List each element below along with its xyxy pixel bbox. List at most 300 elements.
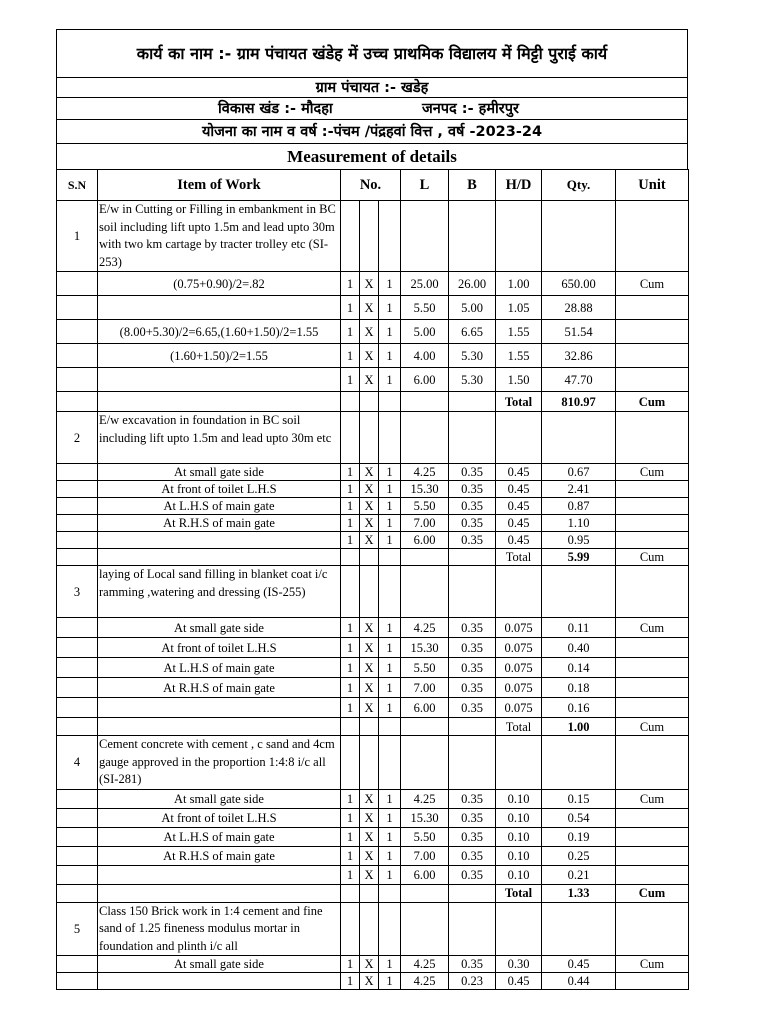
empty-cell bbox=[57, 368, 98, 392]
vikas-khand: विकास खंड :- मौदहा bbox=[218, 101, 333, 117]
count-value: 1 bbox=[379, 865, 401, 884]
item-description-row bbox=[57, 201, 689, 272]
empty-cell bbox=[496, 566, 542, 618]
total-unit: Cum bbox=[616, 392, 689, 412]
work-name-title: कार्य का नाम :- ग्राम पंचायत खंडेह में उच्च प्राथमिक विद्यालय में मिट्टी पुराई कार्य bbox=[56, 29, 688, 77]
empty-cell bbox=[57, 973, 98, 990]
measurement-row bbox=[57, 532, 689, 549]
unit-value: Cum bbox=[616, 618, 689, 638]
empty-cell bbox=[57, 532, 98, 549]
empty-cell bbox=[98, 549, 341, 566]
height-value: 0.10 bbox=[496, 808, 542, 827]
empty-cell bbox=[401, 392, 449, 412]
unit-value: Cum bbox=[616, 272, 689, 296]
empty-cell bbox=[616, 201, 689, 272]
height-value: 0.45 bbox=[496, 532, 542, 549]
empty-cell bbox=[542, 736, 616, 790]
count-value: 1 bbox=[379, 368, 401, 392]
empty-cell bbox=[57, 956, 98, 973]
empty-cell bbox=[379, 412, 401, 464]
measurement-label bbox=[98, 698, 341, 718]
quantity-value: 0.67 bbox=[542, 464, 616, 481]
measurement-row bbox=[57, 498, 689, 515]
length-value: 25.00 bbox=[401, 272, 449, 296]
unit-value bbox=[616, 344, 689, 368]
quantity-value: 0.44 bbox=[542, 973, 616, 990]
height-value: 1.55 bbox=[496, 344, 542, 368]
length-value: 4.00 bbox=[401, 344, 449, 368]
length-value: 4.25 bbox=[401, 789, 449, 808]
measurement-label bbox=[98, 973, 341, 990]
count-value: 1 bbox=[341, 344, 360, 368]
total-label: Total bbox=[496, 549, 542, 566]
empty-cell bbox=[401, 566, 449, 618]
measurement-row bbox=[57, 481, 689, 498]
height-value: 0.10 bbox=[496, 865, 542, 884]
count-value: 1 bbox=[379, 320, 401, 344]
empty-cell bbox=[341, 884, 360, 902]
column-header-row bbox=[57, 170, 689, 201]
empty-cell bbox=[401, 884, 449, 902]
unit-value bbox=[616, 498, 689, 515]
quantity-value: 0.18 bbox=[542, 678, 616, 698]
empty-cell bbox=[360, 392, 379, 412]
measurement-label: At L.H.S of main gate bbox=[98, 827, 341, 846]
unit-value bbox=[616, 532, 689, 549]
col-b: B bbox=[449, 170, 496, 201]
count-value: 1 bbox=[341, 827, 360, 846]
height-value: 0.075 bbox=[496, 658, 542, 678]
total-label: Total bbox=[496, 718, 542, 736]
empty-cell bbox=[341, 392, 360, 412]
length-value: 5.50 bbox=[401, 296, 449, 320]
breadth-value: 0.35 bbox=[449, 464, 496, 481]
multiply-sign: X bbox=[360, 956, 379, 973]
empty-cell bbox=[379, 392, 401, 412]
count-value: 1 bbox=[379, 846, 401, 865]
breadth-value: 0.35 bbox=[449, 846, 496, 865]
unit-value bbox=[616, 638, 689, 658]
unit-value: Cum bbox=[616, 956, 689, 973]
multiply-sign: X bbox=[360, 658, 379, 678]
height-value: 0.45 bbox=[496, 464, 542, 481]
empty-cell bbox=[360, 718, 379, 736]
breadth-value: 0.35 bbox=[449, 865, 496, 884]
breadth-value: 0.35 bbox=[449, 827, 496, 846]
measurement-label bbox=[98, 865, 341, 884]
quantity-value: 0.21 bbox=[542, 865, 616, 884]
measurement-label bbox=[98, 296, 341, 320]
quantity-value: 0.40 bbox=[542, 638, 616, 658]
measurement-label: At L.H.S of main gate bbox=[98, 498, 341, 515]
empty-cell bbox=[401, 412, 449, 464]
empty-cell bbox=[341, 412, 360, 464]
breadth-value: 0.35 bbox=[449, 678, 496, 698]
breadth-value: 0.35 bbox=[449, 481, 496, 498]
height-value: 0.075 bbox=[496, 678, 542, 698]
empty-cell bbox=[449, 736, 496, 790]
empty-cell bbox=[57, 549, 98, 566]
count-value: 1 bbox=[379, 498, 401, 515]
multiply-sign: X bbox=[360, 789, 379, 808]
empty-cell bbox=[401, 549, 449, 566]
measurement-label: At small gate side bbox=[98, 618, 341, 638]
empty-cell bbox=[496, 412, 542, 464]
empty-cell bbox=[341, 566, 360, 618]
measurement-row bbox=[57, 296, 689, 320]
measurement-label: At front of toilet L.H.S bbox=[98, 481, 341, 498]
count-value: 1 bbox=[341, 464, 360, 481]
empty-cell bbox=[360, 412, 379, 464]
length-value: 5.50 bbox=[401, 827, 449, 846]
item-description-row bbox=[57, 412, 689, 464]
empty-cell bbox=[57, 808, 98, 827]
empty-cell bbox=[57, 718, 98, 736]
measurement-label: At small gate side bbox=[98, 956, 341, 973]
measurement-label: (0.75+0.90)/2=.82 bbox=[98, 272, 341, 296]
count-value: 1 bbox=[341, 865, 360, 884]
multiply-sign: X bbox=[360, 515, 379, 532]
unit-value bbox=[616, 515, 689, 532]
empty-cell bbox=[57, 344, 98, 368]
serial-number: 2 bbox=[57, 412, 98, 464]
empty-cell bbox=[360, 884, 379, 902]
unit-value bbox=[616, 973, 689, 990]
measurement-row bbox=[57, 827, 689, 846]
col-no: No. bbox=[341, 170, 401, 201]
multiply-sign: X bbox=[360, 498, 379, 515]
empty-cell bbox=[57, 498, 98, 515]
unit-value bbox=[616, 658, 689, 678]
length-value: 5.00 bbox=[401, 320, 449, 344]
measurement-label: At front of toilet L.H.S bbox=[98, 808, 341, 827]
empty-cell bbox=[379, 736, 401, 790]
multiply-sign: X bbox=[360, 638, 379, 658]
empty-cell bbox=[496, 736, 542, 790]
measurement-label: At front of toilet L.H.S bbox=[98, 638, 341, 658]
breadth-value: 5.00 bbox=[449, 296, 496, 320]
empty-cell bbox=[449, 566, 496, 618]
measurement-label bbox=[98, 368, 341, 392]
quantity-value: 1.10 bbox=[542, 515, 616, 532]
empty-cell bbox=[449, 412, 496, 464]
measurement-label: (8.00+5.30)/2=6.65,(1.60+1.50)/2=1.55 bbox=[98, 320, 341, 344]
count-value: 1 bbox=[379, 698, 401, 718]
multiply-sign: X bbox=[360, 344, 379, 368]
total-quantity: 1.00 bbox=[542, 718, 616, 736]
measurement-sheet bbox=[56, 29, 688, 990]
unit-value bbox=[616, 678, 689, 698]
length-value: 7.00 bbox=[401, 515, 449, 532]
empty-cell bbox=[57, 678, 98, 698]
height-value: 0.45 bbox=[496, 498, 542, 515]
empty-cell bbox=[616, 736, 689, 790]
empty-cell bbox=[57, 392, 98, 412]
quantity-value: 0.15 bbox=[542, 789, 616, 808]
measurement-row bbox=[57, 638, 689, 658]
measurement-row bbox=[57, 618, 689, 638]
measurement-label: (1.60+1.50)/2=1.55 bbox=[98, 344, 341, 368]
unit-value bbox=[616, 296, 689, 320]
count-value: 1 bbox=[379, 272, 401, 296]
count-value: 1 bbox=[379, 618, 401, 638]
measurement-label: At R.H.S of main gate bbox=[98, 678, 341, 698]
height-value: 0.10 bbox=[496, 789, 542, 808]
empty-cell bbox=[57, 884, 98, 902]
count-value: 1 bbox=[379, 344, 401, 368]
measurement-label: At small gate side bbox=[98, 464, 341, 481]
empty-cell bbox=[57, 827, 98, 846]
measurement-row bbox=[57, 698, 689, 718]
count-value: 1 bbox=[341, 368, 360, 392]
total-unit: Cum bbox=[616, 549, 689, 566]
empty-cell bbox=[57, 658, 98, 678]
empty-cell bbox=[360, 201, 379, 272]
multiply-sign: X bbox=[360, 808, 379, 827]
measurement-row bbox=[57, 320, 689, 344]
empty-cell bbox=[57, 846, 98, 865]
empty-cell bbox=[542, 566, 616, 618]
empty-cell bbox=[616, 566, 689, 618]
empty-cell bbox=[379, 566, 401, 618]
multiply-sign: X bbox=[360, 846, 379, 865]
unit-value bbox=[616, 368, 689, 392]
col-item: Item of Work bbox=[98, 170, 341, 201]
count-value: 1 bbox=[379, 789, 401, 808]
length-value: 4.25 bbox=[401, 956, 449, 973]
empty-cell bbox=[401, 201, 449, 272]
count-value: 1 bbox=[341, 846, 360, 865]
empty-cell bbox=[616, 412, 689, 464]
multiply-sign: X bbox=[360, 698, 379, 718]
unit-value bbox=[616, 846, 689, 865]
empty-cell bbox=[542, 902, 616, 956]
length-value: 15.30 bbox=[401, 638, 449, 658]
measurement-title: Measurement of details bbox=[56, 143, 688, 169]
multiply-sign: X bbox=[360, 320, 379, 344]
empty-cell bbox=[57, 865, 98, 884]
empty-cell bbox=[341, 718, 360, 736]
count-value: 1 bbox=[379, 532, 401, 549]
height-value: 1.05 bbox=[496, 296, 542, 320]
multiply-sign: X bbox=[360, 296, 379, 320]
multiply-sign: X bbox=[360, 532, 379, 549]
count-value: 1 bbox=[341, 789, 360, 808]
col-l: L bbox=[401, 170, 449, 201]
item-description-row bbox=[57, 902, 689, 956]
unit-value bbox=[616, 808, 689, 827]
empty-cell bbox=[449, 718, 496, 736]
breadth-value: 0.35 bbox=[449, 515, 496, 532]
length-value: 4.25 bbox=[401, 973, 449, 990]
quantity-value: 47.70 bbox=[542, 368, 616, 392]
item-description: laying of Local sand filling in blanket coat i/c ramming ,watering and dressing (IS-255) bbox=[98, 566, 341, 618]
length-value: 6.00 bbox=[401, 698, 449, 718]
count-value: 1 bbox=[379, 515, 401, 532]
length-value: 6.00 bbox=[401, 368, 449, 392]
empty-cell bbox=[341, 549, 360, 566]
measurement-label bbox=[98, 532, 341, 549]
empty-cell bbox=[341, 201, 360, 272]
unit-value bbox=[616, 320, 689, 344]
count-value: 1 bbox=[379, 973, 401, 990]
unit-value bbox=[616, 481, 689, 498]
breadth-value: 0.35 bbox=[449, 532, 496, 549]
breadth-value: 0.35 bbox=[449, 498, 496, 515]
empty-cell bbox=[57, 320, 98, 344]
measurement-row bbox=[57, 344, 689, 368]
count-value: 1 bbox=[341, 808, 360, 827]
length-value: 4.25 bbox=[401, 618, 449, 638]
quantity-value: 0.54 bbox=[542, 808, 616, 827]
janpad: जनपद :- हमीरपुर bbox=[422, 101, 519, 117]
breadth-value: 0.35 bbox=[449, 956, 496, 973]
total-label: Total bbox=[496, 884, 542, 902]
count-value: 1 bbox=[341, 498, 360, 515]
breadth-value: 0.35 bbox=[449, 698, 496, 718]
multiply-sign: X bbox=[360, 678, 379, 698]
breadth-value: 5.30 bbox=[449, 368, 496, 392]
quantity-value: 2.41 bbox=[542, 481, 616, 498]
measurement-label: At R.H.S of main gate bbox=[98, 515, 341, 532]
length-value: 15.30 bbox=[401, 481, 449, 498]
quantity-value: 28.88 bbox=[542, 296, 616, 320]
measurement-row bbox=[57, 973, 689, 990]
measurement-table bbox=[56, 169, 689, 990]
count-value: 1 bbox=[341, 481, 360, 498]
count-value: 1 bbox=[341, 956, 360, 973]
breadth-value: 6.65 bbox=[449, 320, 496, 344]
count-value: 1 bbox=[341, 618, 360, 638]
empty-cell bbox=[449, 392, 496, 412]
empty-cell bbox=[496, 902, 542, 956]
multiply-sign: X bbox=[360, 481, 379, 498]
count-value: 1 bbox=[379, 808, 401, 827]
empty-cell bbox=[360, 736, 379, 790]
multiply-sign: X bbox=[360, 272, 379, 296]
item-description: E/w in Cutting or Filling in embankment in BC soil including lift upto 1.5m and lead upto 30m with two km cartage by tracter trolley etc (SI-253) bbox=[98, 201, 341, 272]
length-value: 5.50 bbox=[401, 658, 449, 678]
multiply-sign: X bbox=[360, 368, 379, 392]
height-value: 0.30 bbox=[496, 956, 542, 973]
empty-cell bbox=[379, 549, 401, 566]
multiply-sign: X bbox=[360, 973, 379, 990]
count-value: 1 bbox=[341, 320, 360, 344]
empty-cell bbox=[98, 884, 341, 902]
height-value: 0.075 bbox=[496, 618, 542, 638]
count-value: 1 bbox=[379, 658, 401, 678]
multiply-sign: X bbox=[360, 464, 379, 481]
gram-panchayat: ग्राम पंचायत :- खडेह bbox=[56, 77, 688, 97]
height-value: 1.50 bbox=[496, 368, 542, 392]
height-value: 0.10 bbox=[496, 846, 542, 865]
multiply-sign: X bbox=[360, 618, 379, 638]
empty-cell bbox=[57, 464, 98, 481]
quantity-value: 650.00 bbox=[542, 272, 616, 296]
height-value: 0.45 bbox=[496, 515, 542, 532]
height-value: 1.55 bbox=[496, 320, 542, 344]
length-value: 6.00 bbox=[401, 532, 449, 549]
quantity-value: 0.11 bbox=[542, 618, 616, 638]
empty-cell bbox=[401, 718, 449, 736]
empty-cell bbox=[616, 902, 689, 956]
quantity-value: 0.45 bbox=[542, 956, 616, 973]
measurement-label: At small gate side bbox=[98, 789, 341, 808]
empty-cell bbox=[449, 201, 496, 272]
yojana-title: योजना का नाम व वर्ष :-पंचम /पंद्रहवां वित्त , वर्ष -2023-24 bbox=[56, 119, 688, 143]
count-value: 1 bbox=[341, 532, 360, 549]
length-value: 4.25 bbox=[401, 464, 449, 481]
empty-cell bbox=[449, 902, 496, 956]
length-value: 7.00 bbox=[401, 846, 449, 865]
measurement-row bbox=[57, 956, 689, 973]
count-value: 1 bbox=[341, 698, 360, 718]
breadth-value: 0.35 bbox=[449, 789, 496, 808]
serial-number: 5 bbox=[57, 902, 98, 956]
total-row bbox=[57, 884, 689, 902]
empty-cell bbox=[57, 698, 98, 718]
quantity-value: 0.16 bbox=[542, 698, 616, 718]
col-qty: Qty. bbox=[542, 170, 616, 201]
breadth-value: 0.35 bbox=[449, 808, 496, 827]
count-value: 1 bbox=[379, 956, 401, 973]
empty-cell bbox=[57, 515, 98, 532]
count-value: 1 bbox=[341, 296, 360, 320]
count-value: 1 bbox=[379, 464, 401, 481]
col-hd: H/D bbox=[496, 170, 542, 201]
multiply-sign: X bbox=[360, 865, 379, 884]
count-value: 1 bbox=[379, 481, 401, 498]
empty-cell bbox=[57, 638, 98, 658]
height-value: 0.45 bbox=[496, 973, 542, 990]
quantity-value: 0.19 bbox=[542, 827, 616, 846]
length-value: 15.30 bbox=[401, 808, 449, 827]
total-quantity: 1.33 bbox=[542, 884, 616, 902]
total-label: Total bbox=[496, 392, 542, 412]
breadth-value: 5.30 bbox=[449, 344, 496, 368]
breadth-value: 26.00 bbox=[449, 272, 496, 296]
empty-cell bbox=[57, 789, 98, 808]
item-description: E/w excavation in foundation in BC soil including lift upto 1.5m and lead upto 30m etc bbox=[98, 412, 341, 464]
measurement-row bbox=[57, 865, 689, 884]
empty-cell bbox=[341, 902, 360, 956]
empty-cell bbox=[341, 736, 360, 790]
height-value: 0.075 bbox=[496, 638, 542, 658]
empty-cell bbox=[542, 412, 616, 464]
empty-cell bbox=[57, 272, 98, 296]
total-unit: Cum bbox=[616, 884, 689, 902]
empty-cell bbox=[360, 902, 379, 956]
col-sn: S.N bbox=[57, 170, 98, 201]
empty-cell bbox=[449, 549, 496, 566]
measurement-row bbox=[57, 789, 689, 808]
total-quantity: 810.97 bbox=[542, 392, 616, 412]
quantity-value: 32.86 bbox=[542, 344, 616, 368]
empty-cell bbox=[401, 736, 449, 790]
count-value: 1 bbox=[341, 272, 360, 296]
quantity-value: 0.25 bbox=[542, 846, 616, 865]
empty-cell bbox=[57, 296, 98, 320]
quantity-value: 0.87 bbox=[542, 498, 616, 515]
unit-value: Cum bbox=[616, 789, 689, 808]
multiply-sign: X bbox=[360, 827, 379, 846]
breadth-value: 0.35 bbox=[449, 638, 496, 658]
empty-cell bbox=[379, 718, 401, 736]
breadth-value: 0.23 bbox=[449, 973, 496, 990]
length-value: 5.50 bbox=[401, 498, 449, 515]
breadth-value: 0.35 bbox=[449, 618, 496, 638]
empty-cell bbox=[360, 566, 379, 618]
